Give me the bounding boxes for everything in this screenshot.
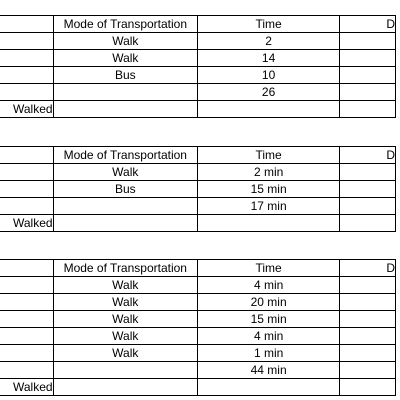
table-cell[interactable] xyxy=(0,328,53,345)
time-cell[interactable]: 15 min xyxy=(198,181,340,198)
walked-row xyxy=(0,215,396,232)
table-row xyxy=(0,345,396,362)
table-header-row xyxy=(0,16,396,33)
mode-cell[interactable] xyxy=(53,379,197,396)
time-cell[interactable]: 10 xyxy=(198,67,340,84)
table-cell[interactable] xyxy=(0,345,53,362)
route-table-3 xyxy=(0,259,396,396)
table-row xyxy=(0,67,396,84)
table-row xyxy=(0,294,396,311)
table-row xyxy=(0,181,396,198)
table-row xyxy=(0,328,396,345)
table-cell[interactable] xyxy=(340,328,396,345)
table-cell[interactable] xyxy=(340,101,396,118)
total-row xyxy=(0,362,396,379)
time-cell[interactable]: 4 min xyxy=(198,328,340,345)
walked-label-cell[interactable]: Walked xyxy=(0,101,53,118)
mode-cell[interactable]: Walk xyxy=(53,294,197,311)
header-distance-partial[interactable]: D xyxy=(340,260,396,277)
table-cell[interactable] xyxy=(0,311,53,328)
route-table-1 xyxy=(0,15,396,118)
mode-cell[interactable] xyxy=(53,84,197,101)
mode-cell[interactable]: Walk xyxy=(53,164,197,181)
table-row xyxy=(0,311,396,328)
table-header-row xyxy=(0,147,396,164)
total-time-cell[interactable]: 17 min xyxy=(198,198,340,215)
table-cell[interactable] xyxy=(340,198,396,215)
header-mode-of-transportation[interactable]: Mode of Transportation xyxy=(53,147,197,164)
route-table-2 xyxy=(0,146,396,232)
table-cell[interactable] xyxy=(340,311,396,328)
time-cell[interactable]: 2 min xyxy=(198,164,340,181)
table-cell[interactable] xyxy=(0,294,53,311)
table-cell[interactable] xyxy=(340,50,396,67)
time-cell[interactable]: 20 min xyxy=(198,294,340,311)
time-cell[interactable]: 14 xyxy=(198,50,340,67)
mode-cell[interactable]: Walk xyxy=(53,50,197,67)
header-time[interactable]: Time xyxy=(198,260,340,277)
table-row xyxy=(0,33,396,50)
table-cell[interactable] xyxy=(0,16,53,33)
mode-cell[interactable]: Walk xyxy=(53,328,197,345)
time-cell[interactable]: 1 min xyxy=(198,345,340,362)
time-cell[interactable] xyxy=(198,101,340,118)
table-cell[interactable] xyxy=(340,181,396,198)
mode-cell[interactable] xyxy=(53,198,197,215)
table-cell[interactable] xyxy=(340,215,396,232)
header-time[interactable]: Time xyxy=(198,16,340,33)
mode-cell[interactable]: Walk xyxy=(53,345,197,362)
total-row xyxy=(0,84,396,101)
table-cell[interactable] xyxy=(0,198,53,215)
time-cell[interactable]: 2 xyxy=(198,33,340,50)
mode-cell[interactable]: Bus xyxy=(53,67,197,84)
mode-cell[interactable]: Bus xyxy=(53,181,197,198)
table-row xyxy=(0,277,396,294)
mode-cell[interactable]: Walk xyxy=(53,33,197,50)
time-cell[interactable]: 4 min xyxy=(198,277,340,294)
walked-label-cell[interactable]: Walked xyxy=(0,379,53,396)
mode-cell[interactable] xyxy=(53,362,197,379)
header-time[interactable]: Time xyxy=(198,147,340,164)
table-row xyxy=(0,164,396,181)
mode-cell[interactable]: Walk xyxy=(53,311,197,328)
walked-row xyxy=(0,379,396,396)
table-cell[interactable] xyxy=(0,33,53,50)
time-cell[interactable] xyxy=(198,215,340,232)
header-distance-partial[interactable]: D xyxy=(340,147,396,164)
mode-cell[interactable] xyxy=(53,101,197,118)
table-cell[interactable] xyxy=(0,147,53,164)
table-cell[interactable] xyxy=(0,164,53,181)
table-cell[interactable] xyxy=(340,294,396,311)
total-time-cell[interactable]: 44 min xyxy=(198,362,340,379)
table-cell[interactable] xyxy=(340,164,396,181)
table-cell[interactable] xyxy=(340,362,396,379)
table-cell[interactable] xyxy=(0,277,53,294)
table-cell[interactable] xyxy=(340,33,396,50)
table-header-row xyxy=(0,260,396,277)
header-distance-partial[interactable]: D xyxy=(340,16,396,33)
mode-cell[interactable]: Walk xyxy=(53,277,197,294)
table-cell[interactable] xyxy=(0,260,53,277)
time-cell[interactable] xyxy=(198,379,340,396)
table-cell[interactable] xyxy=(340,277,396,294)
table-cell[interactable] xyxy=(340,345,396,362)
header-mode-of-transportation[interactable]: Mode of Transportation xyxy=(53,260,197,277)
time-cell[interactable]: 15 min xyxy=(198,311,340,328)
table-cell[interactable] xyxy=(340,379,396,396)
table-cell[interactable] xyxy=(0,50,53,67)
table-cell[interactable] xyxy=(340,67,396,84)
table-cell[interactable] xyxy=(0,181,53,198)
total-row xyxy=(0,198,396,215)
table-row xyxy=(0,50,396,67)
mode-cell[interactable] xyxy=(53,215,197,232)
table-cell[interactable] xyxy=(0,84,53,101)
table-cell[interactable] xyxy=(340,84,396,101)
walked-label-cell[interactable]: Walked xyxy=(0,215,53,232)
walked-row xyxy=(0,101,396,118)
header-mode-of-transportation[interactable]: Mode of Transportation xyxy=(53,16,197,33)
total-time-cell[interactable]: 26 xyxy=(198,84,340,101)
table-cell[interactable] xyxy=(0,362,53,379)
table-cell[interactable] xyxy=(0,67,53,84)
